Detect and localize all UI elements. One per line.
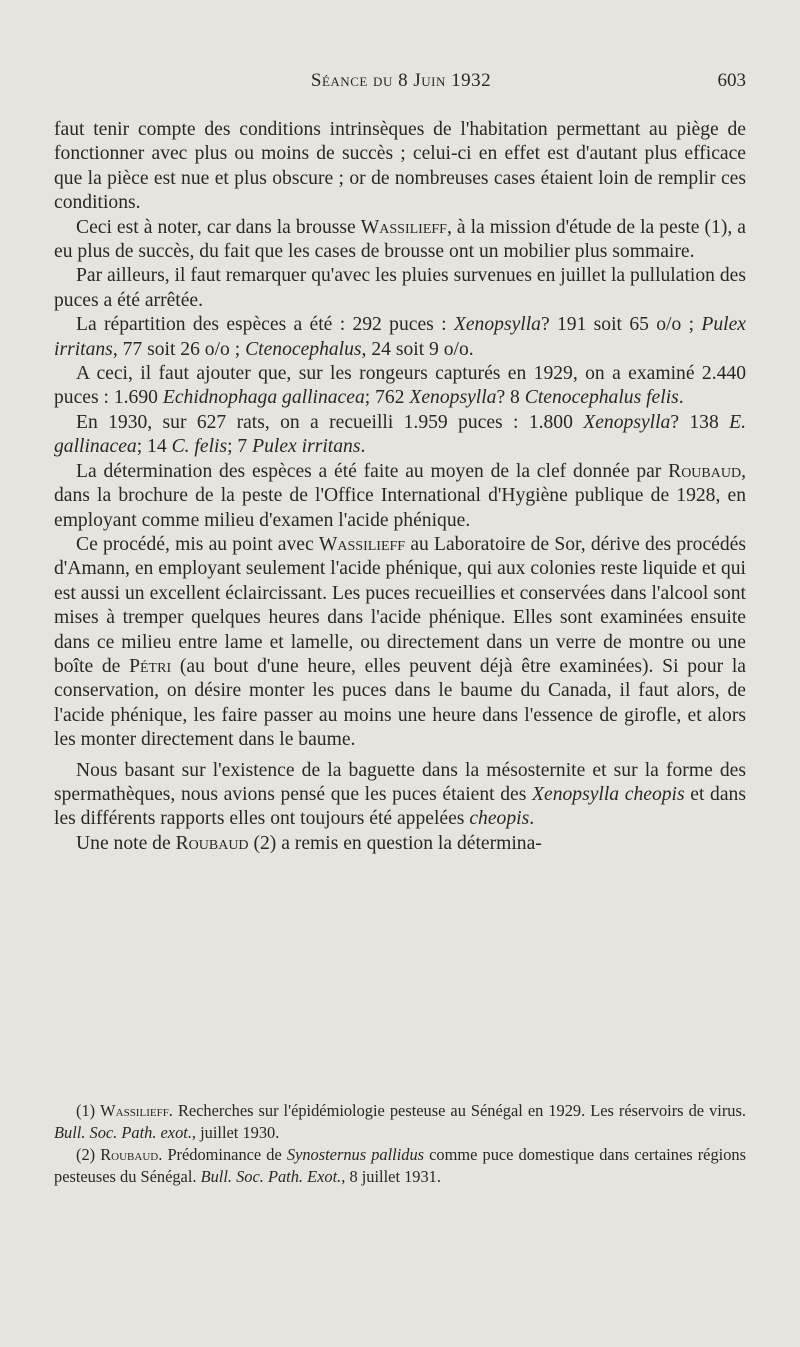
footnote-2-text-b: comme puce domestique dans certaines régions pesteuses du Sénégal. [54, 1145, 746, 1186]
footnote-1 [54, 1100, 746, 1144]
species-name: Echidnophaga gallinacea [162, 387, 365, 409]
species-name: Xenopsylla [409, 387, 497, 409]
paragraph-9-text-c: . [529, 808, 535, 830]
footnote-number: (2) [76, 1145, 96, 1164]
journal-name: Bull. Soc. Path. exot. [54, 1123, 192, 1142]
paragraph-10-text-b: (2) a remis en question la détermina- [253, 832, 542, 854]
species-name: Pulex irritans [54, 314, 746, 360]
paragraph-2 [54, 216, 746, 265]
footnotes [54, 1100, 746, 1188]
running-head-day: 8 [398, 70, 409, 91]
species-name: Synosternus pallidus [286, 1145, 425, 1164]
species-name: Pulex irritans [252, 436, 361, 458]
running-head-label: Séance du [310, 70, 393, 91]
species-name: E. gallinacea [54, 411, 746, 458]
paragraph-1 [54, 118, 746, 216]
paragraph-6-text-e: . [360, 436, 366, 458]
paragraph-5-text-b: ; 762 [364, 387, 405, 409]
paragraph-9-text-b: et dans les différents rapports elles ont toujours été appelées [54, 783, 746, 830]
paragraph-2-text-a: Ceci est à noter, car dans la brousse [76, 216, 356, 238]
species-name: Xenopsylla cheopis [532, 783, 685, 805]
paragraph-4-text-c: , 77 soit 26 o/o ; [112, 338, 241, 360]
paragraph-3 [54, 264, 746, 313]
paragraph-4-text-d: , 24 soit 9 o/o. [361, 338, 474, 360]
footnote-1-text-a: Recherches sur l'épidémiologie pesteuse au Sénégal en 1929. Les réservoirs de virus. [177, 1101, 746, 1120]
species-name: Ctenocephalus felis [524, 387, 679, 409]
paragraph-6-text-d: ; 7 [227, 436, 248, 458]
paragraph-5-text-a: A ceci, il faut ajouter que, sur les rongeurs capturés en 1929, on a examiné 2.440 puces : 1.690 [54, 363, 746, 409]
page-number: 603 [717, 70, 746, 91]
paragraph-8-text-c: (au bout d'une heure, elles peuvent déjà être examinées). Si pour la conservation, on désire monter les puces dans le baume du Canada, il faut alors, de l'acide phénique, les faire passer au moins une heure dans l'essence de girofle, et alors les monter directement dans le baume. [54, 655, 746, 751]
running-head [56, 70, 746, 92]
footnote-2-text-a: Prédominance de [167, 1145, 282, 1164]
paragraph-3-text: Par ailleurs, il faut remarquer qu'avec les pluies survenues en juillet la pullulation des puces a été arrêtée. [54, 265, 746, 311]
author-name: Pétri [129, 655, 172, 677]
paragraph-6-text-a: En 1930, sur 627 rats, on a recueilli 1.959 puces : 1.800 [76, 411, 573, 433]
paragraph-1-text: faut tenir compte des conditions intrinsèques de l'habitation permettant au piège de fonctionner avec plus ou moins de succès ; celui-ci en effet est d'autant plus efficace que la pièce est nue et plus obscure ; or de nombreuses cases étaient loin de remplir ces conditions. [54, 119, 746, 214]
journal-name: Bull. Soc. Path. Exot. [200, 1167, 342, 1186]
paragraph-5-text-c: ? 8 [496, 387, 520, 409]
paragraph-8 [54, 533, 746, 753]
page-header [56, 70, 746, 100]
running-head-year: 1932 [451, 70, 492, 91]
paragraph-9-text-a: Nous basant sur l'existence de la baguette dans la mésosternite et sur la forme des spermathèques, nous avions pensé que les puces étaient des [54, 759, 746, 805]
species-name: C. felis [171, 436, 228, 458]
paragraph-6-text-b: ? 138 [670, 411, 719, 433]
paragraph-5-text-d: . [678, 387, 684, 409]
species-name: Xenopsylla [453, 314, 541, 336]
paragraph-6-text-c: ; 14 [136, 436, 167, 458]
footnote-1-text-b: , juillet 1930. [191, 1123, 280, 1142]
body-text [54, 118, 746, 856]
paragraph-6 [54, 411, 746, 460]
species-name: Ctenocephalus [245, 338, 362, 360]
paragraph-8-text-a: Ce procédé, mis au point avec [76, 533, 314, 555]
author-name: Wassilieff [360, 216, 447, 238]
footnote-number: (1) [76, 1101, 96, 1120]
paragraph-8-text-b: au Laboratoire de Sor, dérive des procédés d'Amann, en employant seulement l'acide phénique, qui aux colonies reste liquide et qui est aussi un excellent éclaircissant. Les puces recueillies et conservées dans l'alcool sont mises à tremper quelques heures dans l'acide phénique. Elles sont examinées ensuite dans ce milieu entre lame et lamelle, ou directement dans un verre de montre ou une boîte de [54, 533, 746, 677]
author-name: Roubaud [668, 460, 742, 482]
paragraph-2-text-b: , à la mission d'étude de la peste (1), a eu plus de succès, du fait que les cases de brousse ont un mobilier plus sommaire. [54, 216, 746, 263]
paragraph-7 [54, 460, 746, 533]
paragraph-10-text-a: Une note de [76, 832, 171, 854]
species-name: cheopis [469, 808, 530, 830]
footnote-2-text-c: , 8 juillet 1931. [341, 1167, 441, 1186]
paragraph-7-text-b: , dans la brochure de la peste de l'Office International d'Hygiène publique de 1928, en employant comme milieu d'examen l'acide phénique. [54, 460, 746, 531]
paragraph-10 [54, 832, 746, 856]
footnote-author: Wassilieff. [100, 1101, 173, 1120]
author-name: Wassilieff [318, 533, 406, 555]
paragraph-5 [54, 362, 746, 411]
paragraph-9 [54, 759, 746, 832]
footnote-2 [54, 1144, 746, 1188]
paragraph-7-text-a: La détermination des espèces a été faite au moyen de la clef donnée par [76, 460, 662, 482]
paragraph-4-text-a: La répartition des espèces a été : 292 puces : [76, 314, 447, 336]
running-head-month: Juin [413, 70, 446, 91]
footnote-author: Roubaud. [100, 1145, 163, 1164]
species-name: Xenopsylla [583, 411, 671, 433]
author-name: Roubaud [175, 832, 249, 854]
paragraph-4 [54, 313, 746, 362]
paragraph-4-text-b: ? 191 soit 65 o/o ; [540, 314, 695, 336]
